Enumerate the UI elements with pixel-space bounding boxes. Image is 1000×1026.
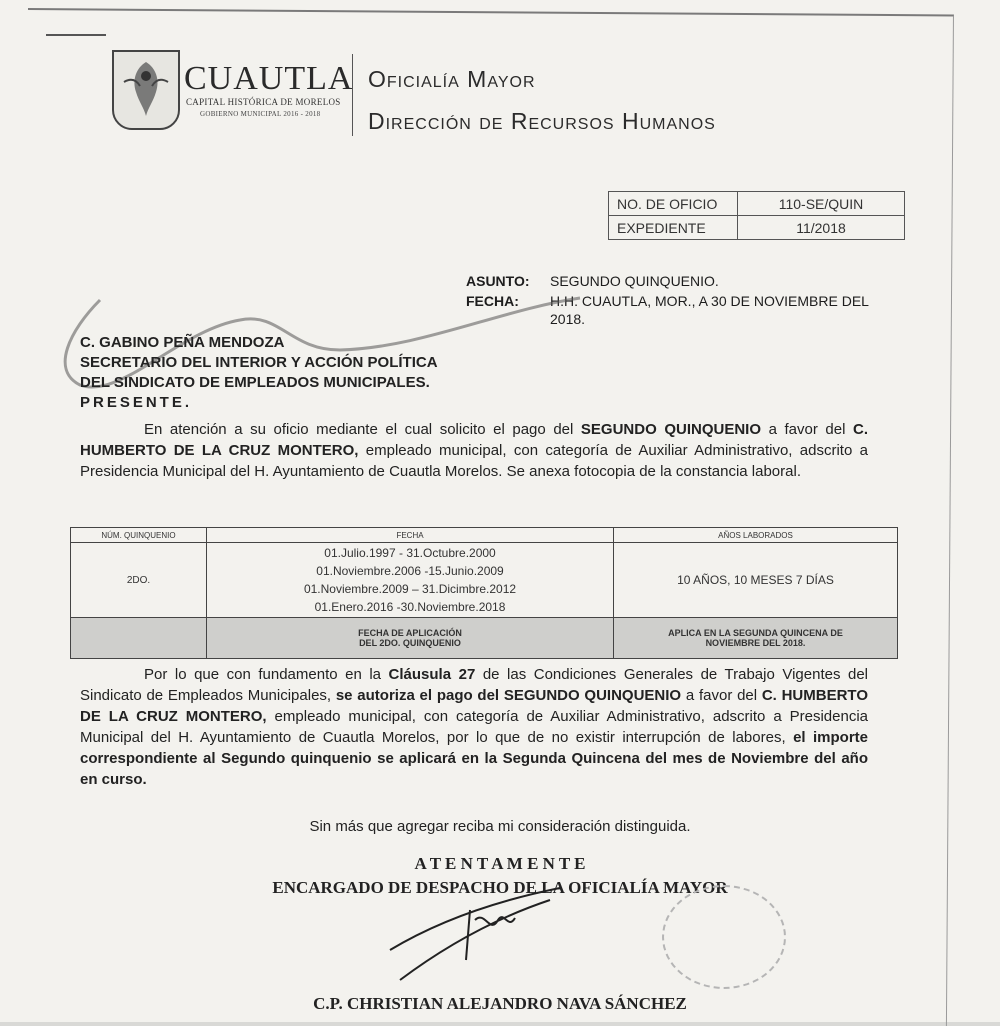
paragraph-request — [80, 419, 868, 482]
table-row — [71, 543, 898, 618]
para2-text-4: empleado municipal, con categoría de Auxiliar Administrativo, adscrito a Presidencia Municipal del H. Ayuntamiento de Cuautla Morelos, por lo que de no existir interrupción de labores, — [80, 708, 868, 746]
signer-title: ENCARGADO DE DESPACHO DE LA OFICIALÍA MAYOR — [272, 878, 728, 897]
government-period: GOBIERNO MUNICIPAL 2016 - 2018 — [200, 110, 321, 118]
expediente-label: EXPEDIENTE — [609, 216, 738, 240]
col-header-fecha: FECHA — [207, 528, 614, 543]
date-ranges — [207, 543, 614, 618]
official-stamp — [662, 885, 786, 989]
top-rule — [46, 34, 106, 36]
office-name: Oficialía Mayor — [368, 66, 536, 92]
addressee-union: DEL SINDICATO DE EMPLEADOS MUNICIPALES. — [80, 374, 430, 391]
city-name: CUAUTLA — [184, 60, 354, 97]
para2-text-3: a favor del — [681, 687, 762, 704]
asunto-label: ASUNTO: — [466, 273, 530, 289]
addressee-block — [80, 333, 438, 413]
fecha-value: H.H. CUAUTLA, MOR., A 30 DE NOVIEMBRE DEL 2018. — [550, 293, 869, 327]
fecha-label: FECHA: — [466, 293, 519, 309]
date-range: 01.Noviembre.2006 -15.Junio.2009 — [316, 564, 504, 578]
present-line: PRESENTE. — [80, 394, 193, 411]
col-header-years: AÑOS LABORADOS — [614, 528, 898, 543]
signer-name: C.P. CHRISTIAN ALEJANDRO NAVA SÁNCHEZ — [313, 994, 687, 1013]
oficio-value: 110-SE/QUIN — [738, 192, 905, 216]
para1-text-3: empleado municipal, con categoría de Auxiliar Administrativo, adscrito a Presidencia Municipal del H. Ayuntamiento de Cuautla Morelos. Se anexa fotocopia de la constancia laboral. — [80, 442, 868, 480]
para1-bold-2: C. HUMBERTO DE LA CRUZ MONTERO, — [80, 421, 868, 459]
date-range: 01.Enero.2016 -30.Noviembre.2018 — [314, 600, 506, 614]
apply-label-line: DEL 2DO. QUINQUENIO — [359, 638, 461, 648]
reference-table — [608, 191, 905, 240]
para2-bold-2: se autoriza el pago del SEGUNDO QUINQUENIO — [335, 687, 682, 704]
para2-text-2: de las Condiciones Generales de Trabajo Vigentes del Sindicato de Empleados Municipales, — [80, 666, 869, 704]
para2-text-1: Por lo que con fundamento en la — [144, 666, 389, 683]
signature-mark — [380, 880, 580, 990]
para2-bold-4: el importe correspondiente al Segundo quinquenio se aplicará en la Segunda Quincena del mes de Noviembre del año en curso. — [80, 729, 869, 788]
para2-bold-1: Cláusula 27 — [388, 666, 476, 683]
date-range: 01.Noviembre.2009 – 31.Dicimbre.2012 — [303, 582, 517, 596]
addressee-role: SECRETARIO DEL INTERIOR Y ACCIÓN POLÍTICA — [80, 354, 438, 371]
quinquenio-table — [70, 527, 898, 659]
empty-cell — [71, 618, 207, 659]
oficio-label: NO. DE OFICIO — [609, 192, 738, 216]
table-row — [609, 216, 905, 240]
cuautla-emblem — [112, 50, 180, 130]
date-range: 01.Julio.1997 - 31.Octubre.2000 — [324, 546, 496, 560]
quinquenio-number: 2DO. — [71, 543, 207, 618]
table-row — [609, 192, 905, 216]
closing-line: Sin más que agregar reciba mi consideración distinguida. — [309, 818, 691, 835]
table-header-row — [71, 528, 898, 543]
apply-label — [207, 618, 614, 659]
para2-bold-3: C. HUMBERTO DE LA CRUZ MONTERO, — [80, 687, 868, 725]
years-worked: 10 AÑOS, 10 MESES 7 DÍAS — [614, 543, 898, 618]
expediente-value: 11/2018 — [738, 216, 905, 240]
city-tagline: CAPITAL HISTÓRICA DE MORELOS — [186, 97, 341, 107]
department-name: Dirección de Recursos Humanos — [368, 108, 716, 134]
asunto-value: SEGUNDO QUINQUENIO. — [550, 273, 719, 289]
attentively: A T E N T A M E N T E — [414, 854, 586, 873]
addressee-name: C. GABINO PEÑA MENDOZA — [80, 334, 285, 351]
paragraph-authorization — [80, 664, 868, 790]
para1-bold-1: SEGUNDO QUINQUENIO — [580, 421, 761, 438]
apply-value — [614, 618, 898, 659]
table-row — [71, 618, 898, 659]
para1-text-1: En atención a su oficio mediante el cual solicito el pago del — [144, 421, 581, 438]
letterhead-divider — [352, 54, 353, 136]
apply-value-line: APLICA EN LA SEGUNDA QUINCENA DE — [668, 628, 843, 638]
para1-text-2: a favor del — [761, 421, 853, 438]
apply-value-line: NOVIEMBRE DEL 2018. — [705, 638, 806, 648]
emblem-icon — [114, 52, 178, 128]
col-header-num: NÚM. QUINQUENIO — [71, 528, 207, 543]
apply-label-line: FECHA DE APLICACIÓN — [358, 628, 462, 638]
